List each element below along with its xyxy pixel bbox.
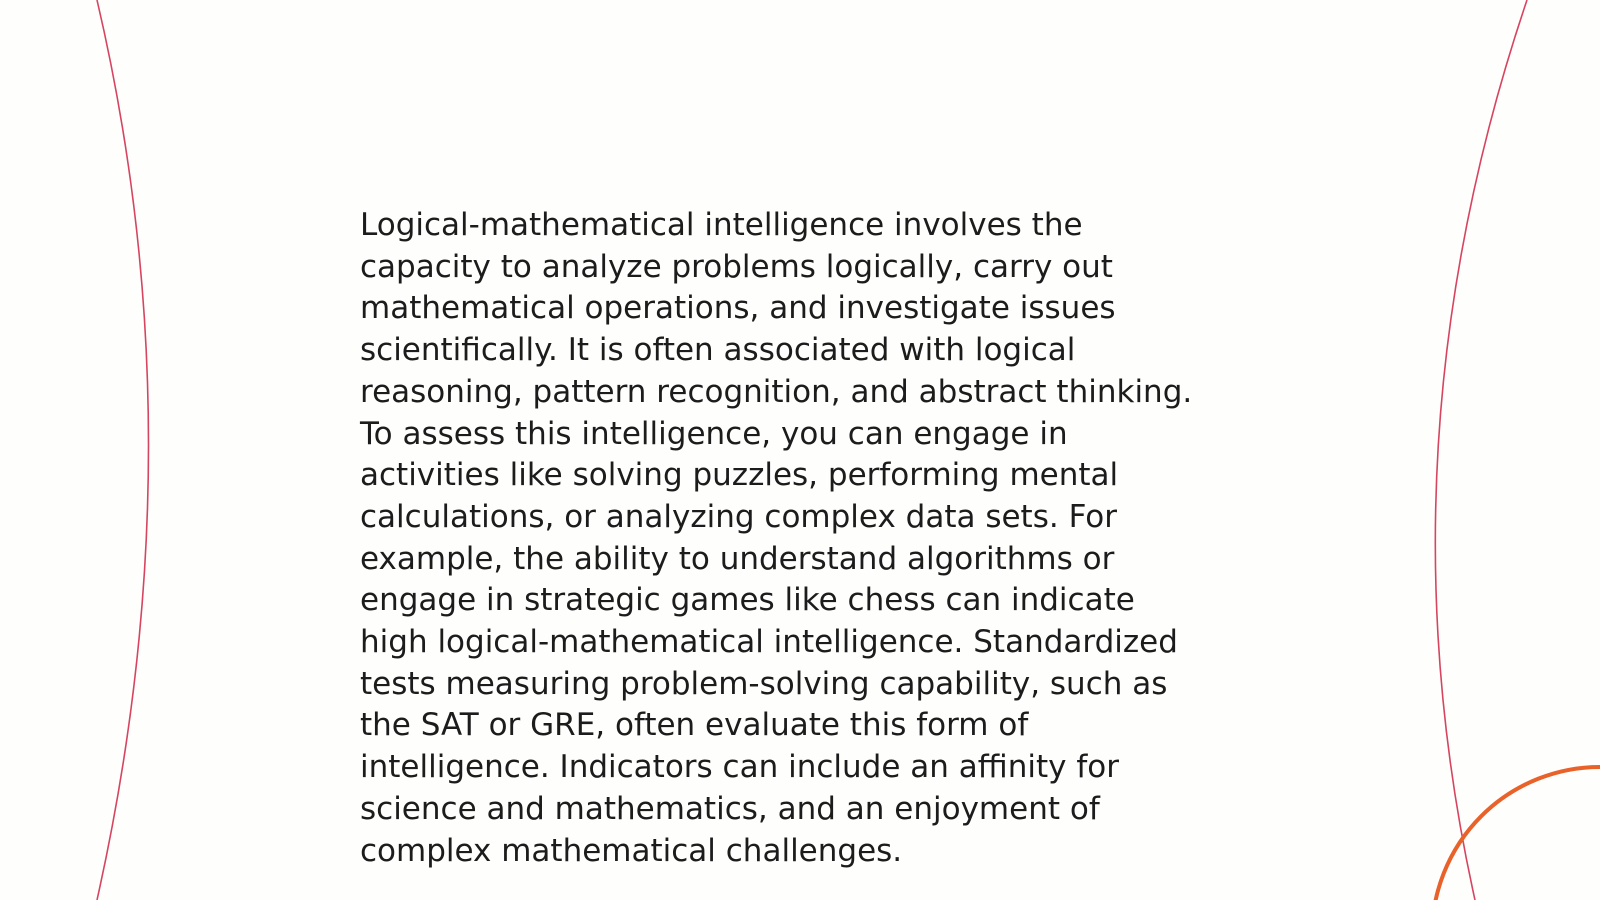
body-line: calculations, or analyzing complex data sets. For	[360, 498, 1118, 535]
body-line: Logical-mathematical intelligence involves the	[360, 207, 1083, 243]
body-line: engage in strategic games like chess can indicate	[360, 582, 1135, 619]
body-line: high logical-mathematical intelligence. Standardized	[360, 624, 1178, 661]
slide-body-text	[360, 205, 1260, 872]
body-line: the SAT or GRE, often evaluate this form of	[360, 707, 1029, 744]
right-decorative-curve	[1435, 0, 1527, 900]
body-line: science and mathematics, and an enjoyment of	[360, 790, 1100, 827]
body-line: complex mathematical challenges.	[360, 832, 903, 869]
orange-accent-arc	[1432, 767, 1600, 900]
body-line: capacity to analyze problems logically, carry out	[360, 248, 1113, 285]
body-line: intelligence. Indicators can include an affinity for	[360, 749, 1119, 786]
left-decorative-curve	[97, 0, 149, 900]
body-line: tests measuring problem-solving capability, such as	[360, 665, 1168, 702]
body-line: reasoning, pattern recognition, and abstract thinking.	[360, 373, 1193, 410]
body-line: mathematical operations, and investigate issues	[360, 290, 1116, 327]
body-line: example, the ability to understand algorithms or	[360, 540, 1115, 577]
body-line: activities like solving puzzles, performing mental	[360, 457, 1119, 494]
body-line: scientifically. It is often associated with logical	[360, 332, 1076, 369]
body-line: To assess this intelligence, you can engage in	[360, 415, 1068, 452]
